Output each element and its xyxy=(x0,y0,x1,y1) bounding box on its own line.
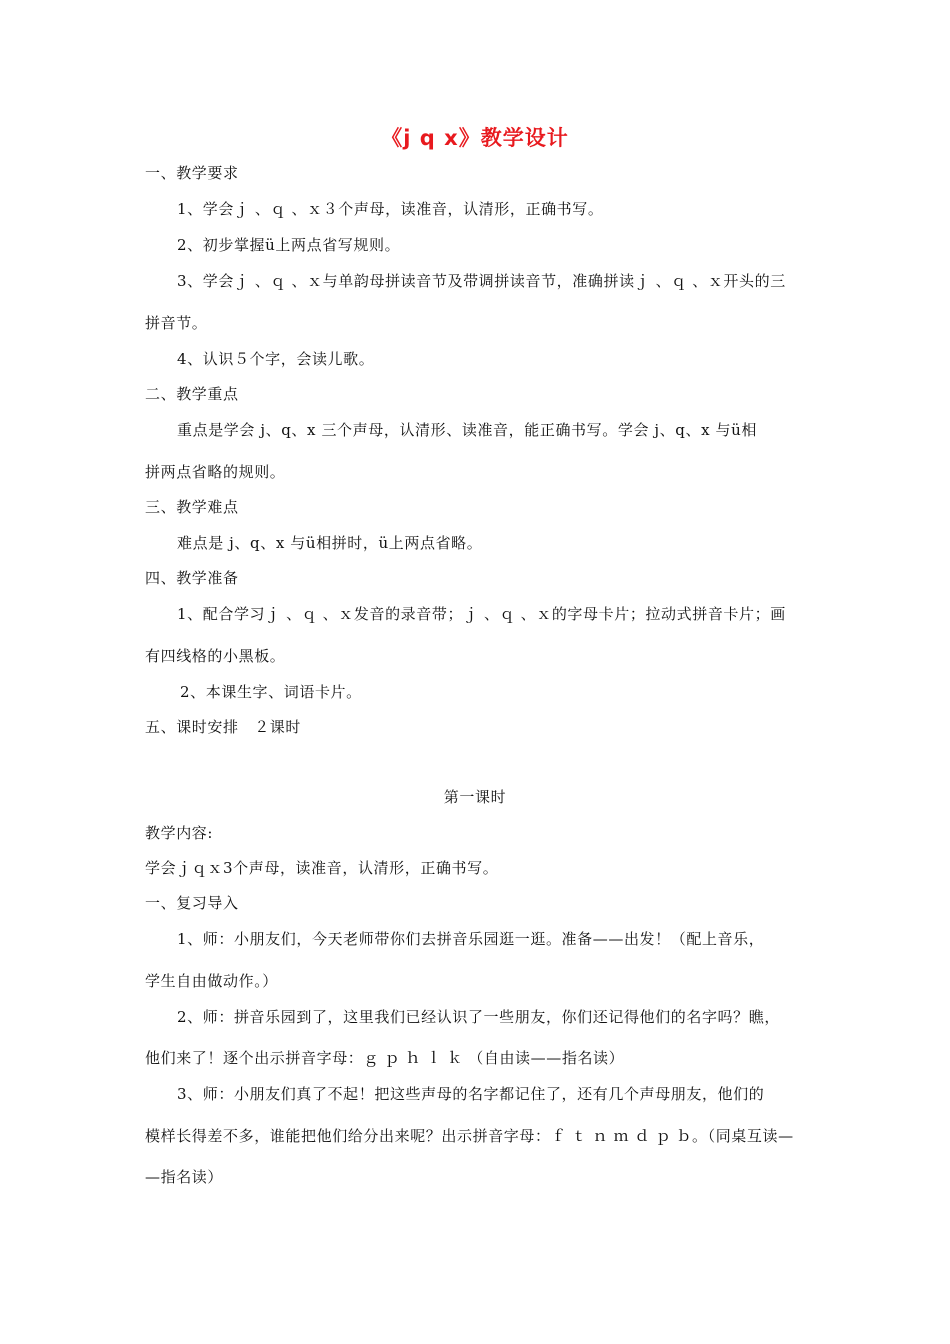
paragraph-difficulty: 难点是 j、q、x 与ü相拼时，ü上两点省略。 xyxy=(177,534,483,552)
paragraph-prep2: 2、本课生字、词语卡片。 xyxy=(180,683,362,701)
paragraph-key-line1: 重点是学会 j、q、x 三个声母，认清形、读准音，能正确书写。学会 j、q、x 与ü相 xyxy=(177,421,757,439)
paragraph-req3-line1: 3、学会ｊ 、ｑ 、ｘ与单韵母拼读音节及带调拼读音节，准确拼读ｊ 、ｑ 、ｘ开头的三 xyxy=(177,272,786,290)
paragraph-r1-line2: 学生自由做动作。） xyxy=(145,972,278,990)
paragraph-prep1-line1: 1、配合学习ｊ 、ｑ 、ｘ发音的录音带；ｊ 、ｑ 、ｘ的字母卡片；拉动式拼音卡片；画 xyxy=(177,605,786,623)
paragraph-req1: 1、学会ｊ 、ｑ 、ｘ３个声母，读准音，认清形，正确书写。 xyxy=(177,200,604,218)
lesson-content: 学会ｊｑｘ3个声母，读准音，认清形，正确书写。 xyxy=(145,859,499,877)
section-heading-key: 二、教学重点 xyxy=(145,385,239,403)
paragraph-key-line2: 拼两点省略的规则。 xyxy=(145,463,286,481)
paragraph-r1-line1: 1、师：小朋友们，今天老师带你们去拼音乐园逛一逛。准备——出发！（配上音乐， xyxy=(177,930,765,948)
paragraph-r3-line3: —指名读） xyxy=(145,1168,224,1186)
paragraph-req3-line2: 拼音节。 xyxy=(145,314,208,332)
paragraph-req4: 4、认识５个字，会读儿歌。 xyxy=(177,350,375,368)
paragraph-prep1-line2: 有四线格的小黑板。 xyxy=(145,647,286,665)
paragraph-req2: 2、初步掌握ü上两点省写规则。 xyxy=(177,236,401,254)
section-heading-difficulty: 三、教学难点 xyxy=(145,498,239,516)
lesson-content-label: 教学内容: xyxy=(145,824,214,842)
lesson-heading: 第一课时 xyxy=(443,788,507,806)
paragraph-r2-line2: 他们来了！逐个出示拼音字母：ｇ ｐ ｈ ｌ ｋ （自由读——指名读） xyxy=(145,1049,625,1067)
document-title: 《j q x》教学设计 xyxy=(381,126,569,150)
section-heading-prep: 四、教学准备 xyxy=(145,569,239,587)
paragraph-r2-line1: 2、师：拼音乐园到了，这里我们已经认识了一些朋友，你们还记得他们的名字吗？瞧， xyxy=(177,1008,780,1026)
paragraph-r3-line1: 3、师：小朋友们真了不起！把这些声母的名字都记住了，还有几个声母朋友，他们的 xyxy=(177,1085,765,1103)
section-heading-review: 一、复习导入 xyxy=(145,894,239,912)
section-heading-schedule: 五、课时安排 ２课时 xyxy=(145,718,302,736)
paragraph-r3-line2: 模样长得差不多，谁能把他们给分出来呢？出示拼音字母：ｆ ｔ ｎ ｍ ｄ ｐ ｂ。（同桌互读— xyxy=(145,1127,794,1145)
section-heading-requirements: 一、教学要求 xyxy=(145,164,239,182)
